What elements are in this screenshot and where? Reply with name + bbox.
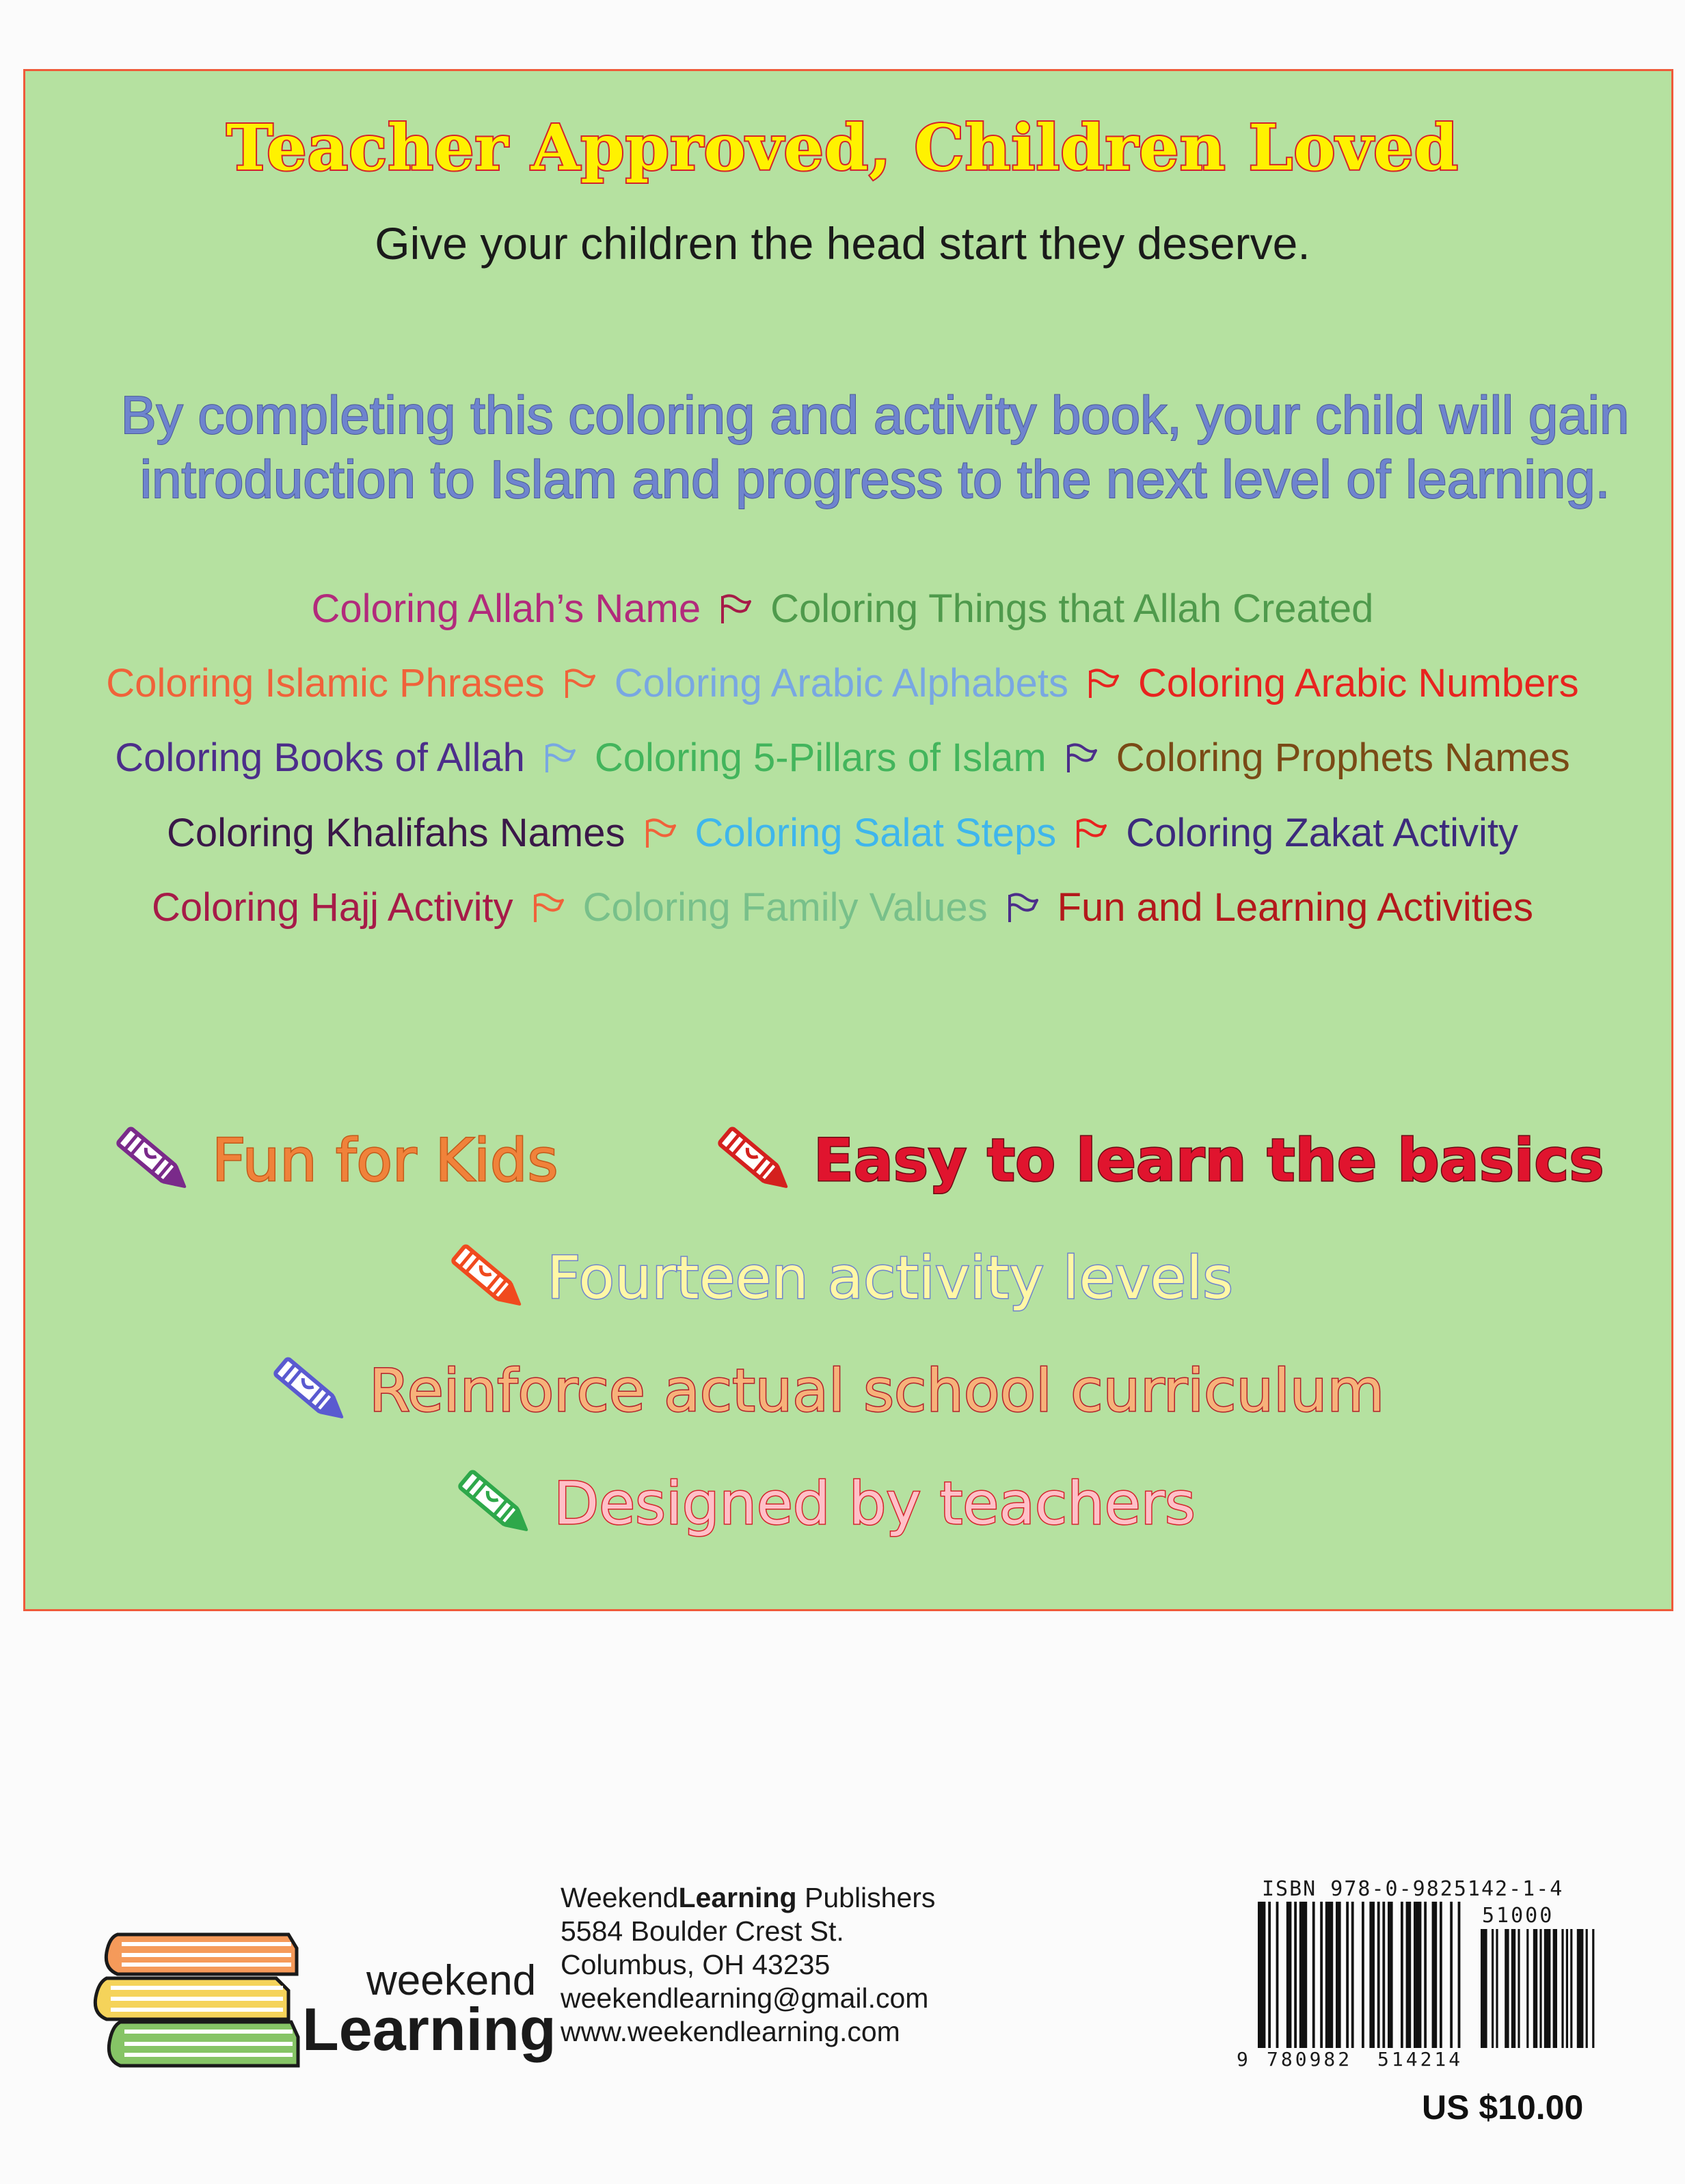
feature-label: Reinforce actual school curriculum [369, 1357, 1385, 1425]
barcode-bar [1518, 1929, 1520, 2048]
flag-icon [1074, 816, 1108, 850]
subhead: Give your children the head start they deserve. [375, 218, 1310, 269]
barcode-digit-group1: 780982 [1265, 2048, 1354, 2071]
barcode-bar [1336, 1902, 1341, 2048]
barcode-bar [1401, 1902, 1403, 2048]
topic-item: Coloring Prophets Names [1116, 736, 1570, 781]
book-top-icon [106, 1934, 297, 1974]
flag-icon [1086, 666, 1120, 701]
topic-item: Coloring 5-Pillars of Islam [594, 736, 1047, 781]
feature-item [267, 1343, 1384, 1439]
barcode-bar [1382, 1902, 1385, 2048]
topic-row [0, 882, 1685, 936]
publisher-info [561, 1881, 935, 2049]
feature-label: Easy to learn the basics [813, 1127, 1604, 1195]
books-logo-icon [93, 1919, 305, 2077]
publisher-name [561, 1881, 935, 1915]
publisher-website: www.weekendlearning.com [561, 2016, 900, 2047]
topic-row [0, 583, 1685, 638]
price: US $10.00 [1422, 2088, 1584, 2127]
logo-word-learning: Learning [302, 1995, 556, 2063]
topic-row [0, 732, 1685, 787]
topic-item: Coloring Allah’s Name [311, 587, 701, 632]
barcode-bar [1312, 1902, 1315, 2048]
barcode-bar [1586, 1929, 1588, 2048]
barcode-bar [1406, 1902, 1412, 2048]
barcode-addon: 51000 [1479, 1904, 1556, 1928]
topic-item: Coloring Salat Steps [695, 811, 1057, 856]
barcode-bar [1362, 1902, 1364, 2048]
topic-item: Coloring Books of Allah [115, 736, 525, 781]
barcode-bar [1258, 1902, 1265, 2048]
barcode-bar [1544, 1929, 1551, 2048]
barcode-bar [1561, 1929, 1563, 2048]
barcode-bar [1351, 1902, 1354, 2048]
intro-line-1: By completing this coloring and activity book, your child will gain [120, 385, 1630, 445]
feature-item [711, 1113, 1604, 1209]
isbn-label: ISBN 978-0-9825142-1-4 [1262, 1877, 1564, 1901]
feature-label: Fun for Kids [212, 1127, 558, 1195]
barcode-bar [1450, 1902, 1453, 2048]
barcode-bar [1592, 1929, 1594, 2048]
topic-item: Coloring Things that Allah Created [770, 587, 1374, 632]
barcode-bar [1526, 1929, 1528, 2048]
barcode-bar [1414, 1902, 1421, 2048]
barcode-digit-first: 9 [1235, 2048, 1253, 2071]
crayon-icon [444, 1234, 533, 1323]
feature-item [451, 1456, 1196, 1552]
flag-icon [531, 891, 565, 925]
flag-icon [718, 592, 753, 626]
publisher-name-part1: Weekend [561, 1882, 679, 1913]
barcode-bar [1570, 1929, 1572, 2048]
intro-text [82, 383, 1668, 511]
publisher-city: Columbus, OH 43235 [561, 1949, 831, 1980]
barcode-bar [1458, 1902, 1461, 2048]
topic-item: Coloring Family Values [582, 885, 988, 930]
crayon-icon [109, 1116, 198, 1205]
barcode-bar [1294, 1902, 1297, 2048]
topic-item: Coloring Khalifahs Names [166, 811, 625, 856]
flag-icon [563, 666, 597, 701]
flag-icon [643, 816, 677, 850]
feature-label: Fourteen activity levels [547, 1244, 1233, 1312]
publisher-street: 5584 Boulder Crest St. [561, 1915, 844, 1947]
headline: Teacher Approved, Children Loved [226, 111, 1459, 185]
barcode-bar [1533, 1929, 1537, 2048]
publisher-email: weekendlearning@gmail.com [561, 1982, 929, 2014]
barcode-bar [1492, 1929, 1494, 2048]
barcode-bar [1539, 1929, 1541, 2048]
barcode-bar [1424, 1902, 1427, 2048]
barcode-bar [1511, 1929, 1515, 2048]
barcode-bar [1553, 1929, 1557, 2048]
barcode-bar [1388, 1902, 1393, 2048]
crayon-icon [711, 1116, 800, 1205]
barcode-bar [1276, 1902, 1279, 2048]
barcode-bar [1481, 1929, 1487, 2048]
topic-row [0, 658, 1685, 712]
book-bottom-icon [109, 2022, 298, 2066]
feature-label: Designed by teachers [554, 1470, 1196, 1538]
barcode-bar [1566, 1929, 1568, 2048]
topic-item: Fun and Learning Activities [1057, 885, 1534, 930]
topic-item: Coloring Arabic Numbers [1137, 661, 1579, 706]
barcode-digit-group2: 514214 [1375, 2048, 1465, 2071]
barcode-bar [1286, 1902, 1292, 2048]
topic-row [0, 807, 1685, 862]
book-middle-icon [95, 1978, 288, 2019]
crayon-icon [267, 1347, 355, 1435]
barcode-bar [1346, 1902, 1349, 2048]
barcode-bar [1496, 1929, 1498, 2048]
topic-item: Coloring Arabic Alphabets [614, 661, 1068, 706]
feature-item [444, 1230, 1233, 1326]
flag-icon [1006, 891, 1040, 925]
barcode-bar [1432, 1902, 1438, 2048]
publisher-name-part3: Publishers [796, 1882, 936, 1913]
barcode-bar [1440, 1902, 1442, 2048]
logo-word-weekend: weekend [366, 1957, 537, 2004]
barcode-bar [1299, 1902, 1307, 2048]
publisher-name-part2: Learning [678, 1882, 797, 1913]
barcode-bar [1505, 1929, 1509, 2048]
flag-icon [1064, 741, 1098, 775]
crayon-icon [451, 1459, 540, 1548]
barcode-bar [1377, 1902, 1380, 2048]
flag-icon [543, 741, 577, 775]
barcode-bar [1268, 1902, 1271, 2048]
topic-item: Coloring Zakat Activity [1126, 811, 1519, 856]
barcode-bar [1577, 1929, 1584, 2048]
feature-item [109, 1113, 558, 1209]
barcode-bar [1369, 1902, 1375, 2048]
barcode-bar [1325, 1902, 1333, 2048]
topic-item: Coloring Islamic Phrases [106, 661, 545, 706]
barcode-bar [1320, 1902, 1323, 2048]
intro-line-2: introduction to Islam and progress to the next level of learning. [139, 449, 1610, 509]
topic-item: Coloring Hajj Activity [151, 885, 513, 930]
